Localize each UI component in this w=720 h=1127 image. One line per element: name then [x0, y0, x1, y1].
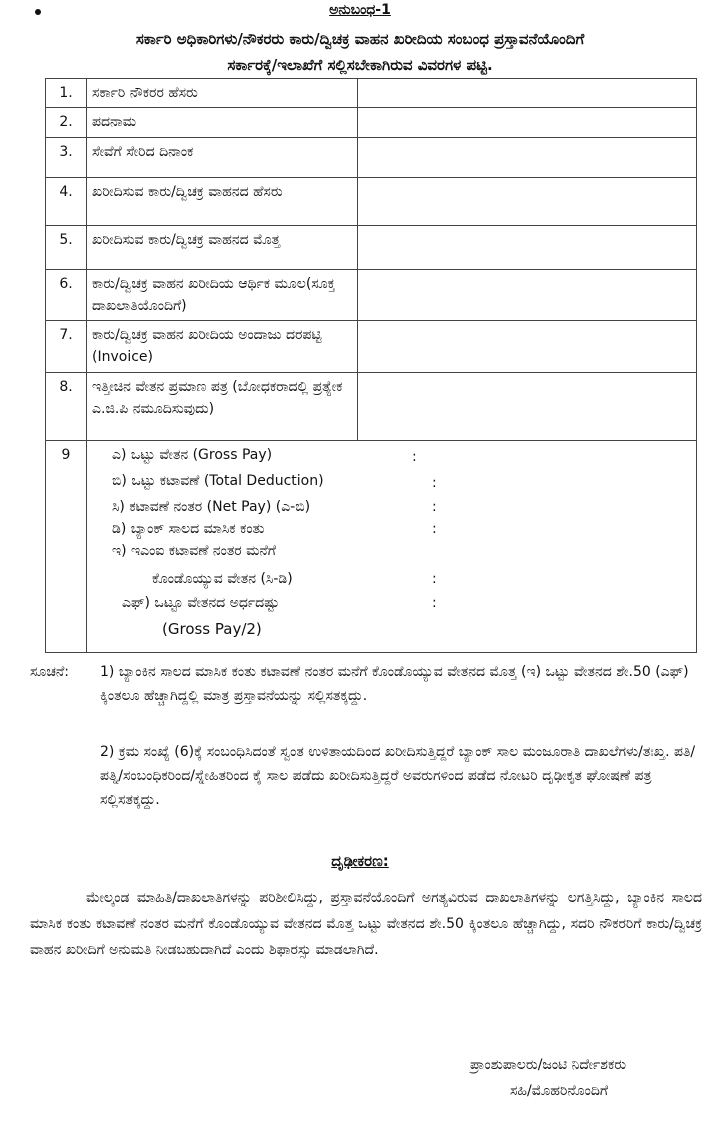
note-2: 2) ಕ್ರಮ ಸಂಖ್ಯೆ (6)ಕ್ಕೆ ಸಂಬಂಧಿಸಿದಂತೆ ಸ್ವಂತ ಉಳಿತಾಯದಿಂದ ಖರೀದಿಸುತ್ತಿದ್ದರೆ ಬ್ಯಾಂಕ್ ಸಾಲ ಮಂಜೂರಾತಿ ದಾಖಲೆಗಳು/ತಃಖ್ತ. ಪತಿ/ಪತ್ನಿ/ಸಂಬಂಧಿಕರಿಂದ/ಸ್ನೇಹಿತರಿಂದ ಕೈ ಸಾಲ ಪಡೆದು ಖರೀದಿಸುತ್ತಿದ್ದರೆ ಅವರುಗಳಿಂದ ಪಡೆದ ನೋಟರಿ ದೃಢೀಕೃತ ಘೋಷಣೆ ಪತ್ರ ಸಲ್ಲಿಸತಕ್ಕದ್ದು. [100, 744, 696, 808]
row-value-cell[interactable] [358, 270, 697, 321]
row-label: ಖರೀದಿಸುವ ಕಾರು/ದ್ವಿಚಕ್ರ ವಾಹನದ ಹೆಸರು [87, 178, 358, 226]
colon: : [432, 499, 437, 515]
row-label: ಸೇವೆಗೆ ಸೇರಿದ ದಿನಾಂಕ [87, 138, 358, 178]
colon: : [412, 449, 417, 465]
details-table [45, 78, 697, 653]
row-label: ಪದನಾಮ [87, 108, 358, 138]
salary-item-gross: ಎ) ಒಟ್ಟು ವೇತನ (Gross Pay) [112, 447, 273, 463]
row-value-cell[interactable] [358, 79, 697, 108]
row-value-cell[interactable] [358, 178, 697, 226]
row-label: ಸರ್ಕಾರಿ ನೌಕರರ ಹೆಸರು [87, 79, 358, 108]
row-value-cell[interactable] [358, 108, 697, 138]
signature-seal-line: ಸಹಿ/ಮೊಹರಿನೊಂದಿಗೆ [510, 1083, 608, 1099]
salary-item-takehome-cont: ಕೊಂಡೊಯ್ಯುವ ವೇತನ (ಸಿ-ಡಿ) [152, 571, 293, 587]
note-1: 1) ಬ್ಯಾಂಕಿನ ಸಾಲದ ಮಾಸಿಕ ಕಂತು ಕಟಾವಣೆ ನಂತರ ಮನೆಗೆ ಕೊಂಡೊಯ್ಯುವ ವೇತನದ ಮೊತ್ತ (ಇ) ಒಟ್ಟು ವೇತನದ ಶೇ.50 (ಎಫ್) ಕ್ಕಿಂತಲೂ ಹೆಚ್ಚಾಗಿದ್ದಲ್ಲಿ ಮಾತ್ರ ಪ್ರಸ್ತಾವನೆಯನ್ನು ಸಲ್ಲಿಸತಕ್ಕದ್ದು. [100, 664, 689, 704]
row-label: ಕಾರು/ದ್ವಿಚಕ್ರ ವಾಹನ ಖರೀದಿಯ ಅಂದಾಜು ದರಪಟ್ಟಿ (Invoice) [87, 321, 358, 373]
row-number: 7. [46, 321, 87, 373]
document-title-line1: ಸರ್ಕಾರಿ ಅಧಿಕಾರಿಗಳು/ನೌಕರರು ಕಾರು/ದ್ವಿಚಕ್ರ ವಾಹನ ಖರೀದಿಯ ಸಂಬಂಧ ಪ್ರಸ್ತಾವನೆಯೊಂದಿಗೆ [135, 30, 585, 48]
signatory-title: ಪ್ರಾಂಶುಪಾಲರು/ಜಂಟಿ ನಿರ್ದೇಶಕರು [470, 1057, 627, 1073]
notes-label: ಸೂಚನೆ: [30, 664, 69, 680]
table-row [46, 79, 697, 108]
row-label: ಕಾರು/ದ್ವಿಚಕ್ರ ವಾಹನ ಖರೀದಿಯ ಆರ್ಥಿಕ ಮೂಲ(ಸೂಕ್ತ ದಾಖಲಾತಿಯೊಂದಿಗೆ) [87, 270, 358, 321]
row-value-cell[interactable] [358, 138, 697, 178]
salary-item-half-cont: (Gross Pay/2) [162, 620, 262, 638]
table-row [46, 178, 697, 226]
row-number: 2. [46, 108, 87, 138]
row-value-cell[interactable] [358, 321, 697, 373]
row-value-cell[interactable] [358, 226, 697, 270]
row-value-cell[interactable] [358, 373, 697, 441]
colon: : [432, 475, 437, 491]
row-number: 1. [46, 79, 87, 108]
row-number: 5. [46, 226, 87, 270]
row-label: ಇತ್ತೀಚಿನ ವೇತನ ಪ್ರಮಾಣ ಪತ್ರ (ಬೋಧಕರಾದಲ್ಲಿ ಪ್ರತ್ಯೇಕ ಎ.ಜಿ.ಪಿ ನಮೂದಿಸುವುದು) [87, 373, 358, 441]
table-row-salary [46, 441, 697, 653]
table-row [46, 108, 697, 138]
salary-item-takehome: ಇ) ಇಎಂಐ ಕಟಾವಣೆ ನಂತರ ಮನೆಗೆ [112, 543, 276, 559]
row-number: 6. [46, 270, 87, 321]
certification-heading: ದೃಢೀಕರಣ: [331, 852, 389, 870]
table-row [46, 321, 697, 373]
table-row [46, 270, 697, 321]
table-row [46, 138, 697, 178]
row-number: 9 [46, 441, 87, 653]
colon: : [432, 521, 437, 537]
certification-text [30, 885, 702, 963]
certification-body: ಮೇಲ್ಕಂಡ ಮಾಹಿತಿ/ದಾಖಲಾತಿಗಳನ್ನು ಪರಿಶೀಲಿಸಿದ್ದು, ಪ್ರಸ್ತಾವನೆಯೊಂದಿಗೆ ಅಗತ್ಯವಿರುವ ದಾಖಲಾತಿಗಳನ್ನು ಲಗತ್ತಿಸಿದ್ದು, ಬ್ಯಾಂಕಿನ ಸಾಲದ ಮಾಸಿಕ ಕಂತು ಕಟಾವಣೆ ನಂತರ ಮನೆಗೆ ಕೊಂಡೊಯ್ಯುವ ವೇತನದ ಮೊತ್ತ ಒಟ್ಟು ವೇತನದ ಶೇ.50 ಕ್ಕಿಂತಲೂ ಹೆಚ್ಚಾಗಿದ್ದು, ಸದರಿ ನೌಕರರಿಗೆ ಕಾರು/ದ್ವಿಚಕ್ರ ವಾಹನ ಖರೀದಿಗೆ ಅನುಮತಿ ನೀಡಬಹುದಾಗಿದೆ ಎಂದು ಶಿಫಾರಸ್ಸು ಮಾಡಲಾಗಿದೆ. [30, 890, 702, 958]
table-row [46, 226, 697, 270]
row-number: 4. [46, 178, 87, 226]
table-row [46, 373, 697, 441]
annex-label: ಅನುಬಂಧ-1 [329, 2, 391, 18]
row-label: ಖರೀದಿಸುವ ಕಾರು/ದ್ವಿಚಕ್ರ ವಾಹನದ ಮೊತ್ತ [87, 226, 358, 270]
salary-item-deduction: ಬಿ) ಒಟ್ಟು ಕಟಾವಣೆ (Total Deduction) [112, 473, 324, 489]
row-number: 8. [46, 373, 87, 441]
document-title-line2: ಸರ್ಕಾರಕ್ಕೆ/ಇಲಾಖೆಗೆ ಸಲ್ಲಿಸಬೇಕಾಗಿರುವ ವಿವರಗಳ ಪಟ್ಟಿ. [227, 56, 493, 74]
colon: : [432, 571, 437, 587]
row-number: 3. [46, 138, 87, 178]
salary-item-half: ಎಫ್) ಒಟ್ಟೂ ವೇತನದ ಅರ್ಧದಷ್ಟು [122, 595, 280, 611]
salary-details-cell [87, 441, 697, 653]
colon: : [432, 595, 437, 611]
salary-item-emi: ಡಿ) ಬ್ಯಾಂಕ್ ಸಾಲದ ಮಾಸಿಕ ಕಂತು [112, 521, 265, 537]
salary-item-net: ಸಿ) ಕಟಾವಣೆ ನಂತರ (Net Pay) (ಎ-ಬಿ) [112, 499, 311, 515]
